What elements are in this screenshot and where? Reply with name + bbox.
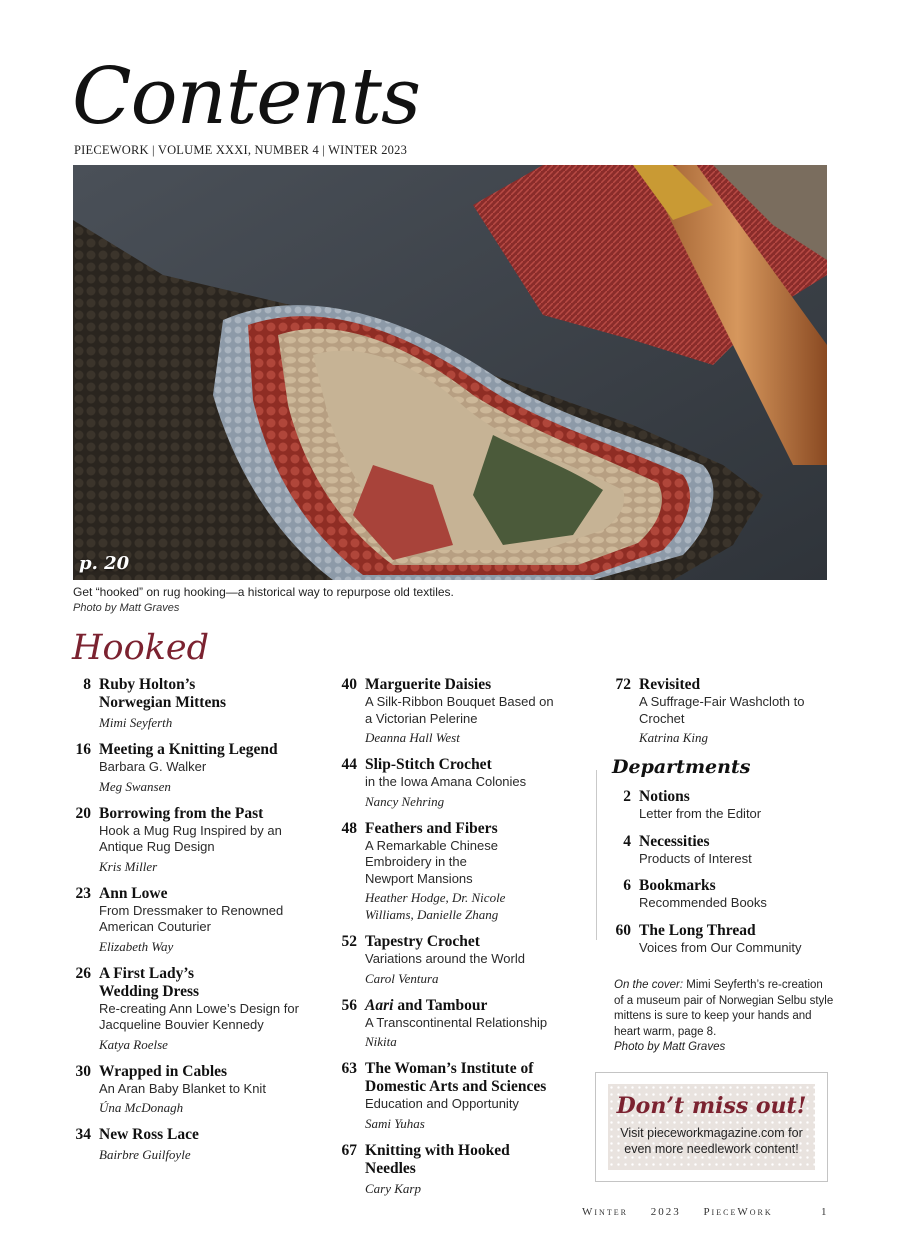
toc-entry[interactable] <box>72 1126 322 1163</box>
article-author: Katrina King <box>639 730 708 745</box>
article-title: Ruby Holton’s Norwegian Mittens <box>99 676 226 711</box>
department-entry[interactable] <box>612 833 832 868</box>
promo-box[interactable] <box>595 1072 828 1182</box>
department-subtitle: Voices from Our Community <box>639 939 802 955</box>
page-number: 6 <box>623 877 631 894</box>
article-subtitle: A Remarkable Chinese Embroidery in the Newport Mansions <box>365 837 498 886</box>
article-author: Elizabeth Way <box>99 938 174 954</box>
toc-column-2 <box>338 676 583 1207</box>
department-title: The Long Thread <box>639 921 756 939</box>
page-number: 40 <box>341 676 357 693</box>
promo-title: Don’t miss out! <box>616 1093 807 1119</box>
departments-heading: Departments <box>612 756 751 778</box>
toc-column-3 <box>612 676 832 966</box>
cover-note-credit: Photo by Matt Graves <box>614 1041 726 1053</box>
page-title: Contents <box>72 52 420 142</box>
article-author: Mimi Seyferth <box>99 715 173 730</box>
article-subtitle: An Aran Baby Blanket to Knit <box>99 1080 266 1096</box>
page-number: 56 <box>341 996 357 1014</box>
article-subtitle: Hook a Mug Rug Inspired by an Antique Rug Design <box>99 822 282 854</box>
article-author: Heather Hodge, Dr. Nicole Williams, Danielle Zhang <box>365 890 506 922</box>
page-number: 2 <box>623 788 631 805</box>
toc-entry[interactable] <box>612 676 832 746</box>
toc-entry[interactable] <box>338 1142 583 1197</box>
toc-column-1 <box>72 676 322 1173</box>
toc-entry[interactable] <box>338 997 583 1051</box>
article-subtitle: A Suffrage-Fair Washcloth to Crochet <box>639 694 805 726</box>
article-author: Bairbre Guilfoyle <box>99 1147 191 1162</box>
article-author: Nancy Nehring <box>365 793 445 809</box>
page-number: 23 <box>75 884 91 902</box>
department-title: Bookmarks <box>639 877 716 894</box>
article-author: Nikita <box>365 1034 397 1049</box>
column-divider <box>596 770 597 940</box>
article-title: New Ross Lace <box>99 1126 199 1143</box>
page-number: 16 <box>75 741 91 758</box>
department-entry[interactable] <box>612 788 832 823</box>
article-author: Cary Karp <box>365 1180 421 1196</box>
photo-caption: Get “hooked” on rug hooking—a historical way to repurpose old textiles. <box>73 585 454 599</box>
toc-entry[interactable] <box>72 885 322 955</box>
page-number: 20 <box>75 804 91 822</box>
toc-entry[interactable] <box>338 820 583 924</box>
article-title: Meeting a Knitting Legend <box>99 741 278 758</box>
page-number: 52 <box>341 933 357 950</box>
article-author: Úna McDonagh <box>99 1100 184 1115</box>
article-title: Borrowing from the Past <box>99 804 264 822</box>
article-title: Knitting with Hooked Needles <box>365 1141 510 1177</box>
photo-credit: Photo by Matt Graves <box>73 602 180 614</box>
page-number: 60 <box>615 921 631 939</box>
article-title-italic: Aari <box>365 996 394 1014</box>
page-number: 4 <box>623 832 631 850</box>
toc-entry[interactable] <box>338 756 583 810</box>
article-title <box>365 997 583 1015</box>
department-subtitle: Letter from the Editor <box>639 806 762 821</box>
page-number: 48 <box>341 819 357 837</box>
page-number: 30 <box>75 1062 91 1080</box>
article-author: Sami Yuhas <box>365 1115 425 1131</box>
article-author: Carol Ventura <box>365 970 439 986</box>
article-title: Feathers and Fibers <box>365 819 498 837</box>
department-entry[interactable] <box>612 877 832 912</box>
feature-photo <box>73 165 827 580</box>
department-title: Notions <box>639 788 690 805</box>
article-title: Marguerite Daisies <box>365 676 492 693</box>
page-number: 34 <box>75 1126 91 1143</box>
toc-entry[interactable] <box>338 676 583 746</box>
article-title: Ann Lowe <box>99 884 168 902</box>
article-subtitle: A Silk-Ribbon Bouquet Based on a Victorian Pelerine <box>365 694 554 726</box>
department-title: Necessities <box>639 832 710 850</box>
promo-text: Visit pieceworkmagazine.com for even more needlework content! <box>620 1126 803 1156</box>
section-title: Hooked <box>72 628 209 668</box>
page-footer <box>582 1206 791 1218</box>
photo-page-label: p. 20 <box>79 553 130 574</box>
article-title: Tapestry Crochet <box>365 933 480 950</box>
article-subtitle: Variations around the World <box>365 951 525 966</box>
article-title: A First Lady’s Wedding Dress <box>99 964 200 1000</box>
department-subtitle: Products of Interest <box>639 850 752 866</box>
toc-entry[interactable] <box>72 805 322 875</box>
article-title: Revisited <box>639 676 701 693</box>
rug-hooking-illustration <box>73 165 827 580</box>
department-entry[interactable] <box>612 922 832 957</box>
cover-note-lead: On the cover: <box>614 979 684 991</box>
promo-panel <box>608 1084 815 1170</box>
page-number: 72 <box>615 676 631 693</box>
issue-line: PIECEWORK | VOLUME XXXI, NUMBER 4 | WINTER 2023 <box>74 143 408 157</box>
article-subtitle: in the Iowa Amana Colonies <box>365 774 527 789</box>
page-number: 67 <box>341 1141 357 1159</box>
article-subtitle: From Dressmaker to Renowned American Couturier <box>99 902 284 934</box>
article-subtitle: Barbara G. Walker <box>99 759 207 774</box>
article-subtitle: A Transcontinental Relationship <box>365 1014 548 1030</box>
cover-note <box>614 978 834 1056</box>
cover-note-text: Mimi Seyferth’s re-creation of a museum pair of Norwegian Selbu style mittens is sure to keep your hands and heart warm, page 8. <box>614 979 834 1038</box>
article-title-rest: and Tambour <box>393 996 488 1014</box>
article-title: Slip-Stitch Crochet <box>365 756 492 773</box>
article-author: Deanna Hall West <box>365 730 460 745</box>
footer-page-number: 1 <box>821 1206 827 1218</box>
toc-entry[interactable] <box>72 965 322 1053</box>
article-title: Wrapped in Cables <box>99 1062 228 1080</box>
page-number: 8 <box>83 676 91 693</box>
footer-year: 2023 <box>650 1206 681 1218</box>
toc-entry[interactable] <box>338 1060 583 1132</box>
page-number: 63 <box>341 1060 357 1077</box>
toc-entry[interactable] <box>72 741 322 795</box>
toc-entry[interactable] <box>72 1063 322 1117</box>
footer-magazine: PieceWork <box>703 1206 773 1218</box>
page-number: 26 <box>75 964 91 982</box>
article-author: Katya Roelse <box>99 1036 168 1052</box>
article-author: Meg Swansen <box>99 778 171 794</box>
article-author: Kris Miller <box>99 858 158 874</box>
article-subtitle: Education and Opportunity <box>365 1096 519 1111</box>
toc-entry[interactable] <box>72 676 322 731</box>
toc-entry[interactable] <box>338 933 583 987</box>
page-number: 44 <box>341 756 357 773</box>
department-subtitle: Recommended Books <box>639 895 767 910</box>
footer-season: Winter <box>582 1206 628 1218</box>
article-title: The Woman’s Institute of Domestic Arts and Sciences <box>365 1060 547 1095</box>
article-subtitle: Re-creating Ann Lowe’s Design for Jacqueline Bouvier Kennedy <box>99 1000 299 1032</box>
